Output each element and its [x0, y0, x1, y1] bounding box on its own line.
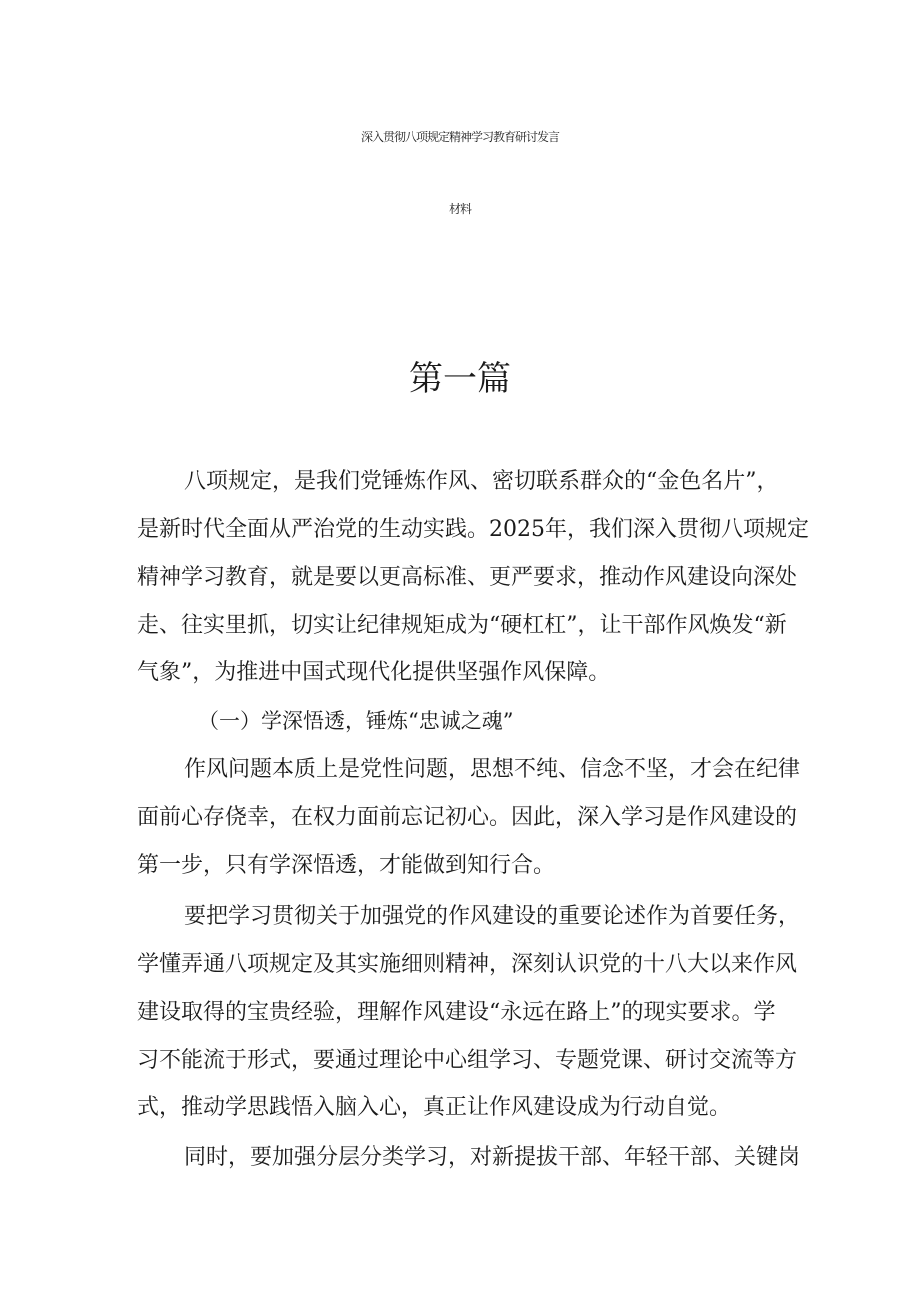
paragraph-4-line-3: 建设取得的宝贵经验，理解作风建设“永远在路上”的现实要求。学 [137, 1000, 776, 1025]
paragraph-4-line-4: 习不能流于形式，要通过理论中心组学习、专题党课、研讨交流等方 [137, 1048, 798, 1073]
paragraph-4-line-2: 学懂弄通八项规定及其实施细则精神，深刻认识党的十八大以来作风 [137, 952, 798, 977]
paragraph-1-line-1: 八项规定，是我们党锤炼作风、密切联系群众的“金色名片”， [184, 469, 779, 494]
section-heading-1: （一）学深悟透，锤炼“忠诚之魂” [198, 709, 514, 733]
paragraph-4-line-1: 要把学习贯彻关于加强党的作风建设的重要论述作为首要任务， [184, 904, 801, 929]
document-title-line-1: 深入贯彻八项规定精神学习教育研讨发言 [360, 130, 559, 144]
paragraph-3-line-2: 面前心存侥幸，在权力面前忘记初心。因此，深入学习是作风建设的 [137, 805, 798, 830]
paragraph-1-line-4: 走、往实里抓，切实让纪律规矩成为“硬杠杠”，让干部作风焕发“新 [137, 613, 787, 638]
document-title-line-2: 材料 [448, 202, 471, 216]
paragraph-5-line-1: 同时，要加强分层分类学习，对新提拔干部、年轻干部、关键岗 [184, 1145, 801, 1170]
paragraph-3-line-1: 作风问题本质上是党性问题，思想不纯、信念不坚，才会在纪律 [184, 757, 801, 782]
paragraph-3-line-3: 第一步，只有学深悟透，才能做到知行合。 [137, 853, 556, 878]
paragraph-4-line-5: 式，推动学思践悟入脑入心，真正让作风建设成为行动自觉。 [137, 1095, 732, 1120]
paragraph-1-line-3: 精神学习教育，就是要以更高标准、更严要求，推动作风建设向深处 [137, 565, 798, 590]
paragraph-1-line-2: 是新时代全面从严治党的生动实践。2025年，我们深入贯彻八项规定 [137, 517, 809, 542]
paragraph-1-line-5: 气象”，为推进中国式现代化提供坚强作风保障。 [137, 660, 611, 685]
part-title: 第一篇 [409, 359, 511, 399]
